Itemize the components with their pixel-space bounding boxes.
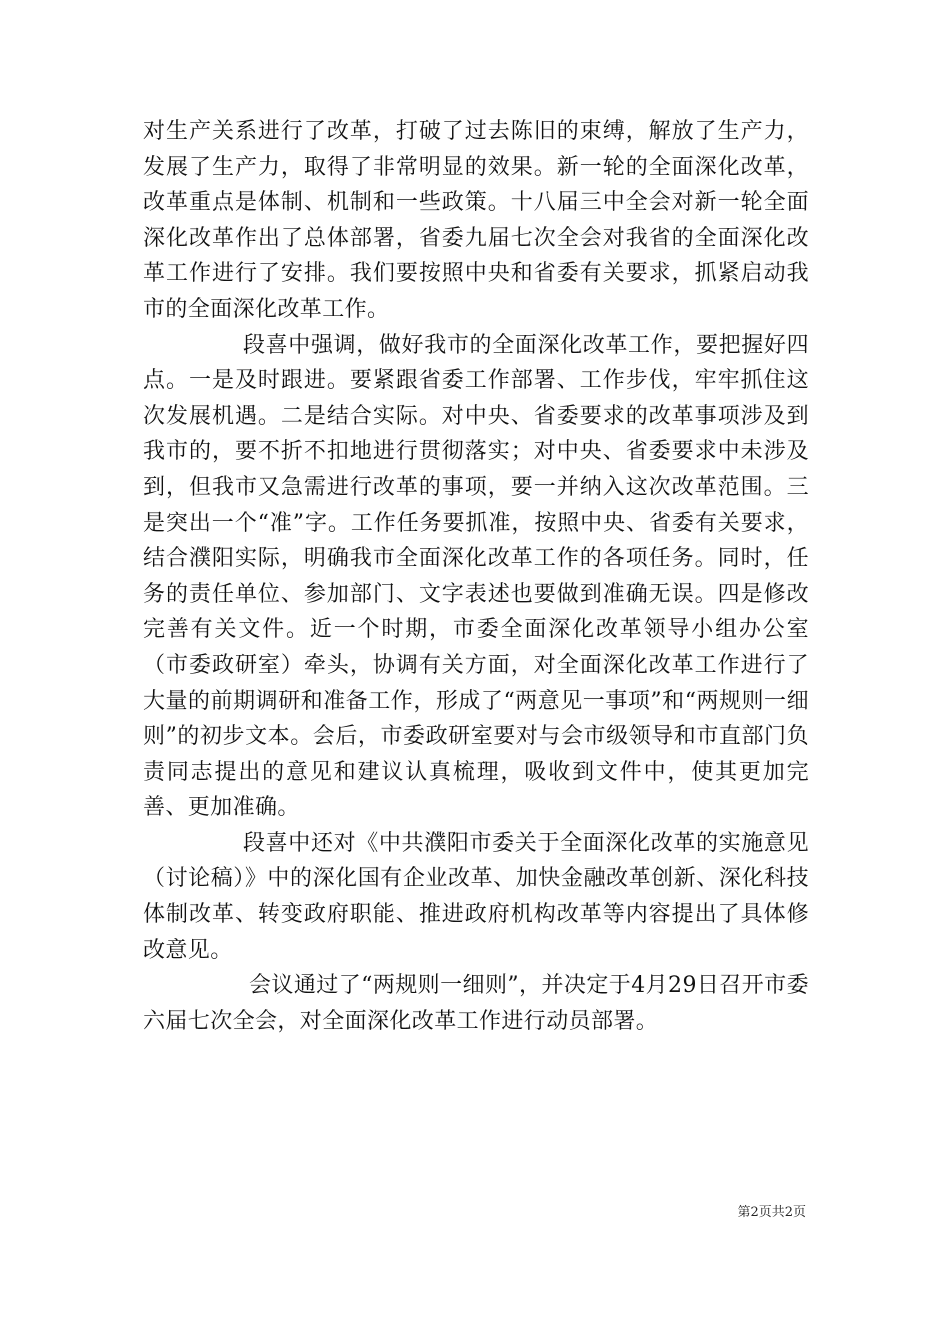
document-body xyxy=(143,114,809,1039)
paragraph-four-points: 段喜中强调，做好我市的全面深化改革工作，要把握好四点。一是及时跟进。要紧跟省委工作部署、工作步伐，牢牢抓住这次发展机遇。二是结合实际。对中央、省委要求的改革事项涉及到我市的，要不折不扣地进行贯彻落实；对中央、省委要求中未涉及到，但我市又急需进行改革的事项，要一并纳入这次改革范围。三是突出一个“准”字。工作任务要抓准，按照中央、省委有关要求，结合濮阳实际，明确我市全面深化改革工作的各项任务。同时，任务的责任单位、参加部门、文字表述也要做到准确无误。四是修改完善有关文件。近一个时期，市委全面深化改革领导小组办公室（市委政研室）牵头，协调有关方面，对全面深化改革工作进行了大量的前期调研和准备工作，形成了“两意见一事项”和“两规则一细则”的初步文本。会后，市委政研室要对与会市级领导和市直部门负责同志提出的意见和建议认真梳理，吸收到文件中，使其更加完善、更加准确。 xyxy=(143,332,809,821)
paragraph-meeting-resolution: 会议通过了“两规则一细则”，并决定于4月29日召开市委六届七次全会，对全面深化改革工作进行动员部署。 xyxy=(143,973,809,1034)
paragraph-continuation: 对生产关系进行了改革，打破了过去陈旧的束缚，解放了生产力，发展了生产力，取得了非常明显的效果。新一轮的全面深化改革，改革重点是体制、机制和一些政策。十八届三中全会对新一轮全面深化改革作出了总体部署，省委九届七次全会对我省的全面深化改革工作进行了安排。我们要按照中央和省委有关要求，抓紧启动我市的全面深化改革工作。 xyxy=(143,119,809,322)
paragraph-revision-opinions: 段喜中还对《中共濮阳市委关于全面深化改革的实施意见（讨论稿）》中的深化国有企业改革、加快金融改革创新、深化科技体制改革、转变政府职能、推进政府机构改革等内容提出了具体修改意见。 xyxy=(143,830,809,963)
page-number-footer: 第2页共2页 xyxy=(737,1205,806,1220)
